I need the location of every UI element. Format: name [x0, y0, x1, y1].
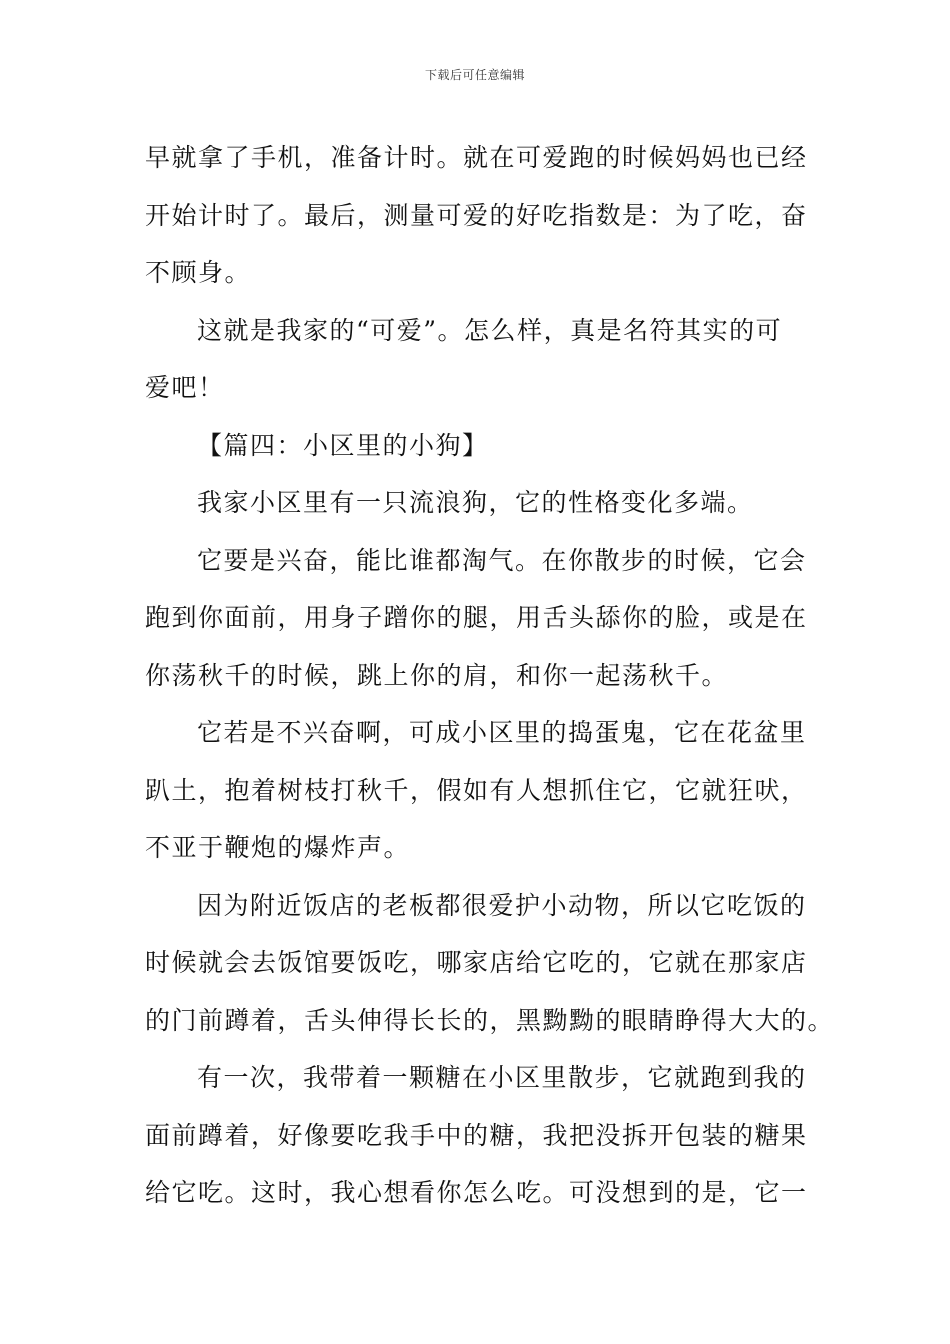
text-line: 给它吃。这时，我心想看你怎么吃。可没想到的是，它一 [145, 1178, 808, 1207]
text-line: 跑到你面前，用身子蹭你的腿，用舌头舔你的脸，或是在 [145, 603, 808, 632]
text-line: 趴土，抱着树枝打秋千，假如有人想抓住它，它就狂吠， [145, 775, 808, 805]
text-line: 不顾身。 [145, 258, 252, 287]
header-note: 下载后可任意编辑 [424, 68, 525, 82]
paragraph-start: 因为附近饭店的老板都很爱护小动物，所以它吃饭的 [197, 890, 807, 920]
paragraph-start: 有一次，我带着一颗糖在小区里散步，它就跑到我的 [197, 1063, 807, 1092]
paragraph-start: 我家小区里有一只流浪狗，它的性格变化多端。 [197, 488, 754, 517]
text-line: 不亚于鞭炮的爆炸声。 [145, 833, 411, 862]
text-line: 时候就会去饭馆要饭吃，哪家店给它吃的，它就在那家店 [145, 948, 808, 977]
text-line: 开始计时了。最后，测量可爱的好吃指数是：为了吃，奋 [145, 200, 808, 230]
text-line: 你荡秋千的时候，跳上你的肩，和你一起荡秋千。 [145, 660, 729, 690]
section-heading: 【篇四：小区里的小狗】 [197, 430, 489, 460]
text-line: 的门前蹲着，舌头伸得长长的，黑黝黝的眼睛睁得大大的。 [145, 1005, 835, 1035]
paragraph-start: 它若是不兴奋啊，可成小区里的捣蛋鬼，它在花盆里 [197, 718, 807, 747]
paragraph-start: 它要是兴奋，能比谁都淘气。在你散步的时候，它会 [197, 545, 807, 575]
paragraph-start: 这就是我家的“可爱”。怎么样，真是名符其实的可 [197, 315, 783, 345]
body-text [145, 129, 835, 1222]
text-line: 面前蹲着，好像要吃我手中的糖，我把没拆开包装的糖果 [145, 1120, 808, 1150]
text-line: 爱吧！ [145, 373, 225, 402]
text-line: 早就拿了手机，准备计时。就在可爱跑的时候妈妈也已经 [145, 143, 808, 172]
